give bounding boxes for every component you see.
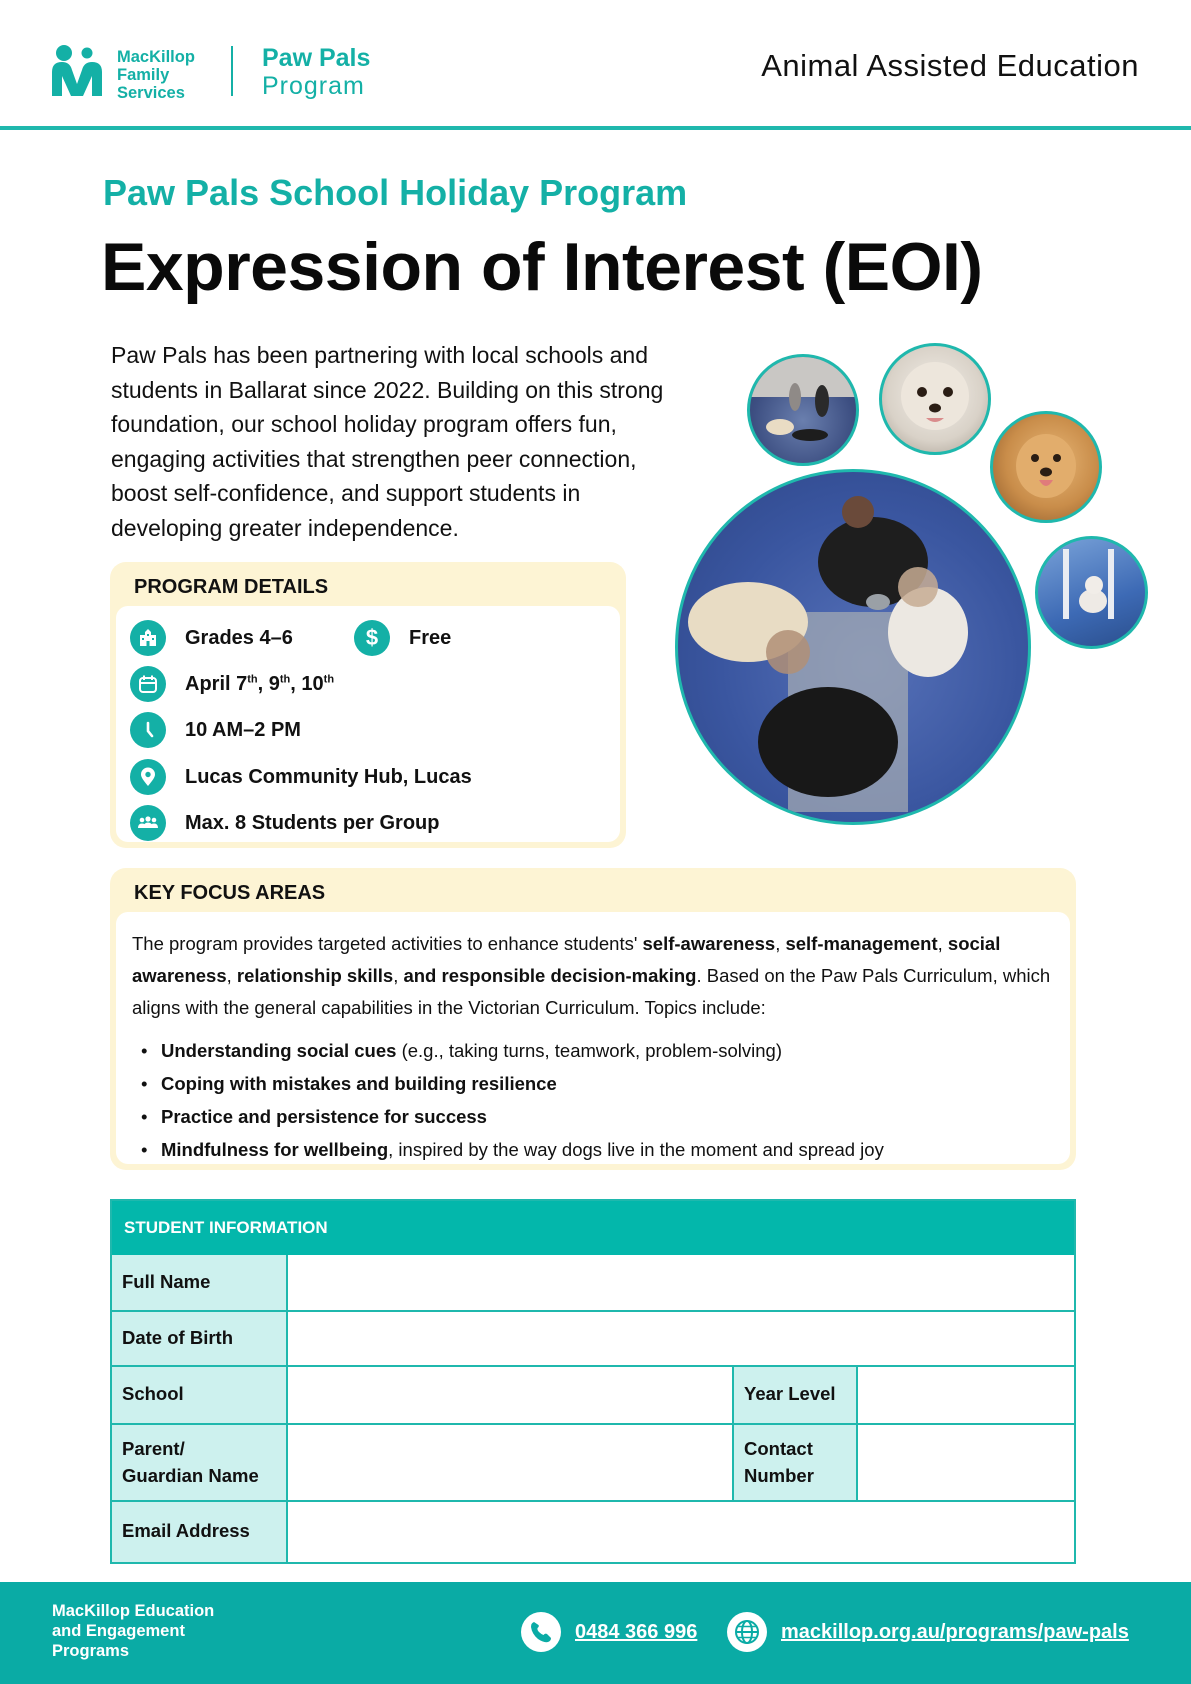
email-label: Email Address <box>122 1520 250 1541</box>
website-link[interactable]: mackillop.org.au/programs/paw-pals <box>781 1620 1129 1643</box>
page-footer <box>0 1582 1191 1684</box>
page-title: Expression of Interest (EOI) <box>101 229 983 305</box>
parent-name-label: Parent/ Guardian Name <box>122 1438 259 1486</box>
school-icon <box>130 620 166 656</box>
key-focus-card <box>110 868 1076 1170</box>
school-field[interactable] <box>288 1367 734 1425</box>
form-heading: STUDENT INFORMATION <box>124 1218 328 1237</box>
footer-phone <box>521 1612 697 1652</box>
key-focus-paragraph: The program provides targeted activities to enhance students' self-awareness, self-management, social awareness, relationship skills, and responsible decision-making. Based on the Paw Pals Curriculum, which aligns with the general capabilities in the Victorian Curriculum. Topics include: <box>132 933 1051 1018</box>
grades-label: Grades 4–6 <box>185 626 293 649</box>
contact-number-label-cell <box>734 1425 858 1502</box>
dollar-icon: $ <box>354 620 390 656</box>
clock-icon <box>130 712 166 748</box>
full-name-label: Full Name <box>122 1271 211 1292</box>
globe-icon <box>727 1612 767 1652</box>
list-item: • Practice and persistence for success <box>132 1100 1054 1133</box>
photo-students-with-dog <box>675 469 1031 825</box>
detail-grades <box>130 620 293 656</box>
detail-dates <box>130 666 334 702</box>
year-level-field[interactable] <box>858 1367 1074 1425</box>
contact-number-label: Contact Number <box>744 1438 814 1486</box>
dob-label: Date of Birth <box>122 1327 233 1348</box>
program-details-card <box>110 562 626 848</box>
group-icon <box>130 805 166 841</box>
student-information-form <box>110 1199 1076 1564</box>
photo-golden-retriever <box>990 411 1102 523</box>
key-focus-body <box>116 912 1070 1164</box>
phone-link[interactable]: 0484 366 996 <box>575 1620 698 1643</box>
contact-number-field[interactable] <box>858 1425 1074 1502</box>
detail-location <box>130 759 472 795</box>
key-focus-heading: KEY FOCUS AREAS <box>134 882 326 904</box>
list-item: • Mindfulness for wellbeing, inspired by the way dogs live in the moment and spread joy <box>132 1133 1054 1166</box>
group-size-label: Max. 8 Students per Group <box>185 811 440 834</box>
full-name-label-cell <box>112 1255 288 1312</box>
header-tagline: Animal Assisted Education <box>761 48 1139 83</box>
list-item: • Coping with mistakes and building resilience <box>132 1067 1054 1100</box>
photo-students-room <box>747 354 859 466</box>
year-level-label-cell <box>734 1367 858 1425</box>
mackillop-logo-text: MacKillop Family Services <box>117 48 195 102</box>
parent-name-label-cell <box>112 1425 288 1502</box>
logo-divider <box>231 46 233 96</box>
list-item: • Understanding social cues (e.g., taking turns, teamwork, problem-solving) <box>132 1034 1054 1067</box>
dob-label-cell <box>112 1312 288 1367</box>
program-name: Paw Pals Program <box>262 44 371 100</box>
calendar-icon <box>130 666 166 702</box>
intro-paragraph: Paw Pals has been partnering with local schools and students in Ballarat since 2022. Building on this strong foundation, our school holiday program offers fun, engaging activities that strengthen peer connection, boost self-confidence, and support students in developing greater independence. <box>111 342 664 541</box>
time-label: 10 AM–2 PM <box>185 718 301 741</box>
form-heading-bar <box>112 1201 1074 1255</box>
detail-group-size <box>130 805 439 841</box>
school-label: School <box>122 1383 184 1404</box>
email-field[interactable] <box>288 1502 1074 1562</box>
email-label-cell <box>112 1502 288 1562</box>
dates-label: April 7th, 9th, 10th <box>185 672 335 695</box>
year-level-label: Year Level <box>744 1383 836 1404</box>
parent-name-field[interactable] <box>288 1425 734 1502</box>
school-label-cell <box>112 1367 288 1425</box>
program-details-heading: PROGRAM DETAILS <box>134 576 329 598</box>
topics-list <box>132 1034 1054 1166</box>
dob-field[interactable] <box>288 1312 1074 1367</box>
page-subtitle: Paw Pals School Holiday Program <box>103 172 688 213</box>
location-label: Lucas Community Hub, Lucas <box>185 765 472 788</box>
mackillop-logo-icon <box>50 44 108 98</box>
detail-cost <box>354 620 451 656</box>
footer-org-name: MacKillop Education and Engagement Programs <box>52 1602 215 1660</box>
detail-time <box>130 712 301 748</box>
footer-website <box>727 1612 1129 1652</box>
phone-icon <box>521 1612 561 1652</box>
cost-label: Free <box>409 626 452 649</box>
full-name-field[interactable] <box>288 1255 1074 1312</box>
page-header <box>0 0 1191 130</box>
photo-dog-agility <box>1035 536 1148 649</box>
location-pin-icon <box>130 759 166 795</box>
program-details-body <box>116 606 620 842</box>
photo-poodle-dog <box>879 343 991 455</box>
